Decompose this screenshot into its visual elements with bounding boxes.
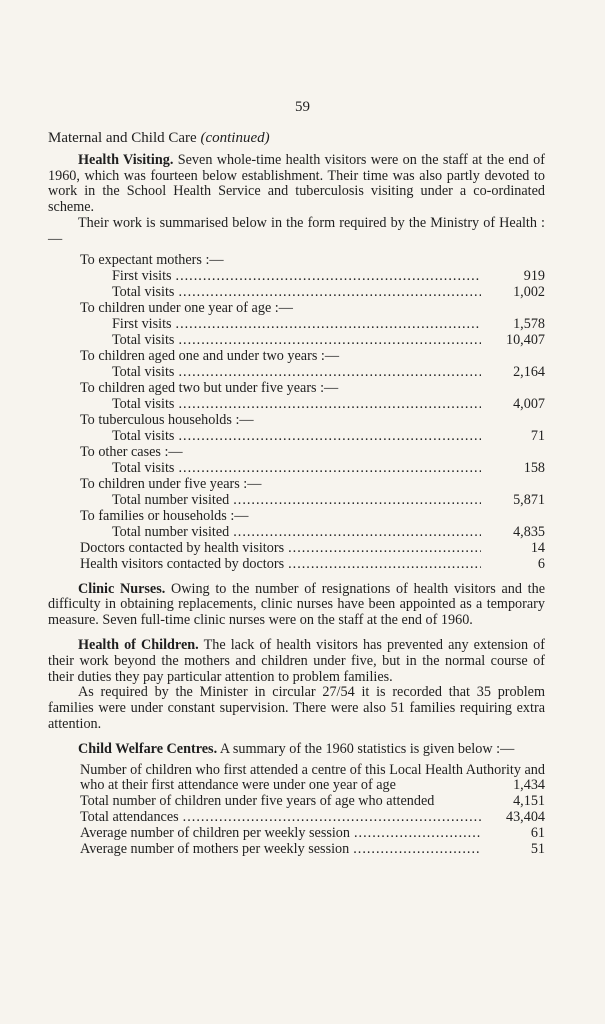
page-number: 59 bbox=[295, 99, 310, 115]
list-item-value: 4,151 bbox=[513, 793, 545, 810]
list-item-value: 1,434 bbox=[513, 777, 545, 794]
list-item: Total number of children under five years of age who attended bbox=[80, 793, 435, 810]
list-item: Total number visited ..... 5,871 bbox=[48, 493, 545, 509]
list-item: Average number of mothers per weekly session ..... 51 bbox=[48, 842, 545, 858]
list-item: Total visits ..... 4,007 bbox=[48, 397, 545, 413]
clinic-nurses-paragraph bbox=[48, 582, 545, 629]
list-item: Total visits ..... 71 bbox=[48, 429, 545, 445]
health-visiting-paragraph-2: Their work is summarised below in the form required by the Ministry of Health :— bbox=[48, 214, 545, 247]
clinic-nurses-text: Owing to the number of resignations of health visitors and the difficulty in obtaining replacements, clinic nurses have been appointed as a temporary measure. Seven full-time clinic nurses were on the staff at the end of 1960. bbox=[48, 580, 545, 629]
heading-main: Maternal and Child Care bbox=[48, 130, 201, 146]
list-heading: To expectant mothers :— bbox=[80, 251, 224, 268]
list-item: Total visits ..... 1,002 bbox=[48, 285, 545, 301]
health-visiting-paragraph bbox=[48, 153, 545, 216]
health-children-paragraph bbox=[48, 638, 545, 685]
health-children-text: The lack of health visitors has prevented any extension of their work beyond the mothers and children under five, but in the normal course of their duties they pay particular attention to problem families. bbox=[48, 636, 545, 685]
health-visiting-title: Health Visiting. bbox=[78, 151, 174, 168]
list-heading: To other cases :— bbox=[80, 443, 183, 460]
list-item: Total visits ..... 2,164 bbox=[48, 365, 545, 381]
list-item: Average number of children per weekly session ..... 61 bbox=[48, 826, 545, 842]
welfare-text: A summary of the 1960 statistics is given below :— bbox=[219, 740, 515, 757]
page-content bbox=[48, 131, 545, 858]
clinic-nurses-title: Clinic Nurses. bbox=[78, 580, 166, 597]
list-heading: To children aged one and under two years :— bbox=[80, 347, 340, 364]
list-item: Total attendances ..... 43,404 bbox=[48, 810, 545, 826]
visits-list bbox=[48, 253, 545, 573]
welfare-title: Child Welfare Centres. bbox=[78, 740, 218, 757]
welfare-paragraph bbox=[48, 742, 545, 758]
health-children-title: Health of Children. bbox=[78, 636, 199, 653]
welfare-list bbox=[48, 763, 545, 858]
list-item: First visits ..... 919 bbox=[48, 269, 545, 285]
heading-italic: (continued) bbox=[200, 130, 270, 146]
list-heading: To families or households :— bbox=[80, 507, 249, 524]
list-item: First visits ..... 1,578 bbox=[48, 317, 545, 333]
section-heading bbox=[48, 131, 545, 147]
health-children-paragraph-2: As required by the Minister in circular 27/54 it is recorded that 35 problem families were under constant supervision. There were also 51 families requiring extra attention. bbox=[48, 684, 545, 732]
list-item: Doctors contacted by health visitors ..... 14 bbox=[48, 541, 545, 557]
list-heading: To tuberculous households :— bbox=[80, 411, 254, 428]
list-item: Health visitors contacted by doctors ..... 6 bbox=[48, 557, 545, 573]
list-item: Total number visited ..... 4,835 bbox=[48, 525, 545, 541]
health-visiting-text: Seven whole-time health visitors were on the staff at the end of 1960, which was fourteen below establishment. Their time was also partly devoted to work in the School Health Service and tuberculosis visiting under a co-ordinated scheme. bbox=[48, 151, 545, 216]
list-item: Total visits ..... 158 bbox=[48, 461, 545, 477]
list-item: Number of children who first attended a centre of this Local Health Authority and who at their first attendance were under one year of age bbox=[80, 761, 545, 794]
list-heading: To children under five years :— bbox=[80, 475, 262, 492]
list-heading: To children aged two but under five years :— bbox=[80, 379, 339, 396]
list-item: Total visits ..... 10,407 bbox=[48, 333, 545, 349]
list-heading: To children under one year of age :— bbox=[80, 299, 293, 316]
